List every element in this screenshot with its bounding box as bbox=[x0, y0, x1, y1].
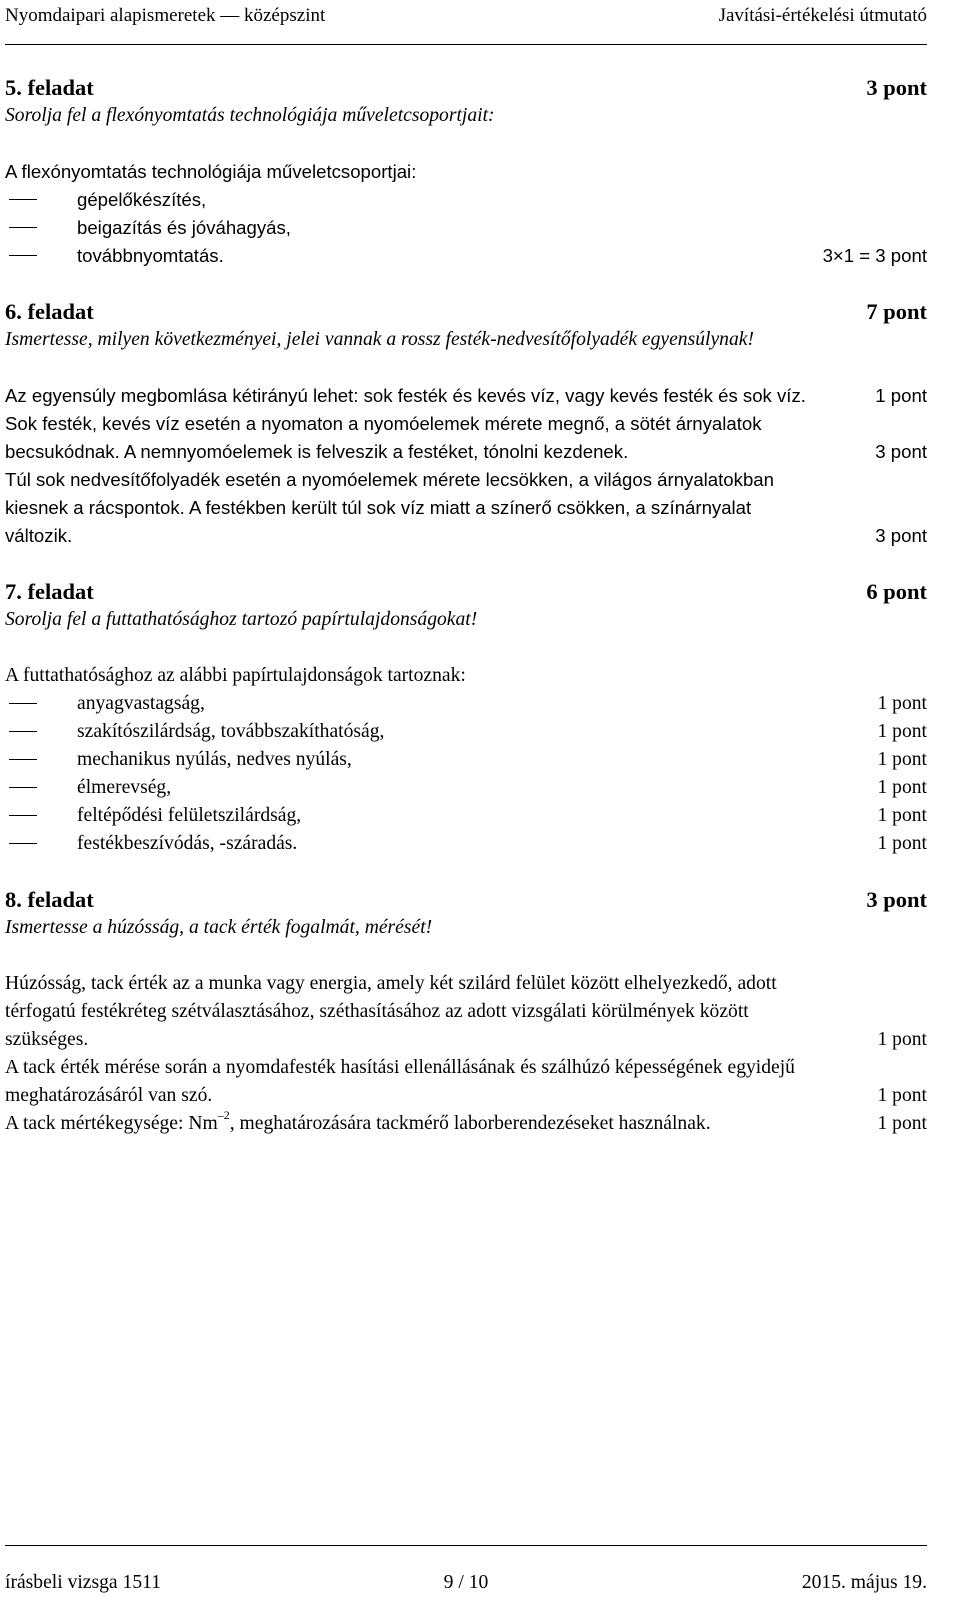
header-rule bbox=[5, 44, 927, 45]
task-7-item: mechanikus nyúlás, nedves nyúlás, 1 pont bbox=[5, 746, 927, 774]
task-6-answer-2: Sok festék, kevés víz esetén a nyomaton a nyomóelemek mérete megnő, a sötét árnyalatok becsukódnak. A nemnyomóelemek is felveszik a festéket, tónolni kezdenek. 3 pont bbox=[5, 410, 927, 466]
task-7-heading bbox=[5, 578, 927, 606]
task-7-item: anyagvastagság, 1 pont bbox=[5, 690, 927, 718]
task-7-intro: A futtathatósághoz az alábbi papírtulajdonságok tartoznak: bbox=[5, 665, 466, 686]
page bbox=[5, 0, 927, 1617]
task-5-intro: A flexónyomtatás technológiája műveletcsoportjai: bbox=[5, 161, 417, 182]
page-header bbox=[5, 4, 927, 32]
task-5-heading bbox=[5, 74, 927, 102]
task-5 bbox=[5, 74, 927, 270]
task-8-title: 8. feladat bbox=[5, 887, 94, 912]
task-6-title: 6. feladat bbox=[5, 299, 94, 324]
task-6-answer-3-points: 3 pont bbox=[875, 525, 927, 546]
document-body bbox=[5, 74, 927, 1138]
task-7-item: festékbeszívódás, -száradás. 1 pont bbox=[5, 830, 927, 858]
task-7-question: Sorolja fel a futtathatósághoz tartozó papírtulajdonságokat! bbox=[5, 609, 478, 630]
task-5-title: 5. feladat bbox=[5, 75, 94, 100]
task-5-item: gépelőkészítés, bbox=[5, 186, 927, 214]
task-6-question: Ismertesse, milyen következményei, jelei vannak a rossz festék-nedvesítőfolyadék egyensúlynak! bbox=[5, 329, 754, 350]
task-8-answer-3: A tack mértékegysége: $Nm^{-2}$, meghatározására tackmérő laborberendezéseket használnak. 1 pont bbox=[5, 1110, 927, 1138]
task-8-heading bbox=[5, 886, 927, 914]
task-7-item: szakítószilárdság, továbbszakíthatóság, 1 pont bbox=[5, 718, 927, 746]
task-5-question: Sorolja fel a flexónyomtatás technológiája műveletcsoportjait: bbox=[5, 105, 495, 126]
task-5-score: 3×1 = 3 pont bbox=[822, 245, 927, 266]
footer-rule bbox=[5, 1545, 927, 1546]
task-8-answer-3-points: 1 pont bbox=[877, 1113, 927, 1134]
task-7 bbox=[5, 578, 927, 858]
task-7-points: 6 pont bbox=[866, 579, 927, 604]
task-8-question: Ismertesse a húzósság, a tack érték fogalmát, mérését! bbox=[5, 917, 433, 938]
unit-exponent: –2 bbox=[217, 1108, 230, 1123]
task-8 bbox=[5, 886, 927, 1138]
task-8-answer-2-points: 1 pont bbox=[877, 1085, 927, 1106]
task-5-points: 3 pont bbox=[866, 75, 927, 100]
task-8-points: 3 pont bbox=[866, 887, 927, 912]
task-8-answer-1: Húzósság, tack érték az a munka vagy energia, amely két szilárd felület között elhelyezkedő, adott térfogatú festékréteg szétválasztásához, széthasításához az adott vizsgálati körülmények között szükséges. 1 pont bbox=[5, 970, 927, 1054]
header-left: Nyomdaipari alapismeretek — középszint bbox=[5, 5, 326, 26]
task-8-answer-1-points: 1 pont bbox=[877, 1029, 927, 1050]
task-6-answer-1-points: 1 pont bbox=[875, 385, 927, 406]
footer-page-number: 9 / 10 bbox=[443, 1572, 489, 1593]
task-6-answer-2-points: 3 pont bbox=[875, 441, 927, 462]
task-6-heading bbox=[5, 298, 927, 326]
task-5-item: továbbnyomtatás. 3×1 = 3 pont bbox=[5, 242, 927, 270]
task-7-title: 7. feladat bbox=[5, 579, 94, 604]
header-right: Javítási-értékelési útmutató bbox=[718, 5, 927, 26]
task-6-answer-3: Túl sok nedvesítőfolyadék esetén a nyomóelemek mérete lecsökken, a világos árnyalatokban kiesnek a rácspontok. A festékben került túl sok víz miatt a színerő csökken, a színárnyalat változik. 3 pont bbox=[5, 466, 927, 550]
task-7-item: feltépődési felületszilárdság, 1 pont bbox=[5, 802, 927, 830]
task-6-points: 7 pont bbox=[866, 299, 927, 324]
task-8-answer-2: A tack érték mérése során a nyomdafesték hasítási ellenállásának és szálhúzó képességének egyidejű meghatározásáról van szó. 1 pont bbox=[5, 1054, 927, 1110]
task-6-answer-1: Az egyensúly megbomlása kétirányú lehet: sok festék és kevés víz, vagy kevés festék és sok víz. 1 pont bbox=[5, 382, 927, 410]
task-7-item: élmerevség, 1 pont bbox=[5, 774, 927, 802]
footer-date: 2015. május 19. bbox=[801, 1572, 927, 1593]
task-5-item: beigazítás és jóváhagyás, bbox=[5, 214, 927, 242]
page-footer bbox=[5, 1570, 927, 1598]
footer-exam-id: írásbeli vizsga 1511 bbox=[5, 1572, 161, 1593]
task-6 bbox=[5, 298, 927, 550]
